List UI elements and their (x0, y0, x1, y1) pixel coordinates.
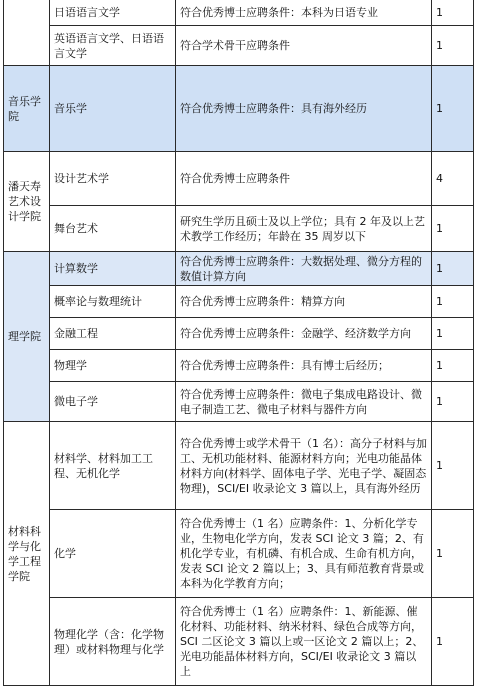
major-cell: 舞台艺术 (50, 206, 176, 252)
count-cell: 1 (432, 0, 474, 26)
count-cell: 1 (432, 66, 474, 152)
count-cell: 1 (432, 510, 474, 598)
major-cell: 日语语言文学 (50, 0, 176, 26)
major-cell: 金融工程 (50, 318, 176, 350)
table-row (4, 350, 474, 382)
major-cell: 材料学、材料加工工程、无机化学 (50, 422, 176, 510)
table-row (4, 206, 474, 252)
table-row (4, 252, 474, 286)
count-cell: 1 (432, 26, 474, 66)
table-row (4, 510, 474, 598)
major-cell: 微电子学 (50, 382, 176, 422)
count-cell: 1 (432, 350, 474, 382)
count-cell: 1 (432, 382, 474, 422)
major-cell: 物理学 (50, 350, 176, 382)
table-row (4, 382, 474, 422)
requirement-cell: 符合优秀博士应聘条件：具有海外经历 (176, 66, 432, 152)
dept-cell: 潘天寿艺术设计学院 (4, 152, 50, 252)
requirement-cell: 符合优秀博士应聘条件 (176, 152, 432, 206)
major-cell: 设计艺术学 (50, 152, 176, 206)
table-row (4, 0, 474, 26)
requirement-cell: 符合优秀博士应聘条件：精算方向 (176, 286, 432, 318)
table-row (4, 66, 474, 152)
count-cell: 1 (432, 286, 474, 318)
major-cell: 化学 (50, 510, 176, 598)
count-cell: 1 (432, 598, 474, 686)
requirement-cell: 符合学术骨干应聘条件 (176, 26, 432, 66)
count-cell: 1 (432, 422, 474, 510)
count-cell: 4 (432, 152, 474, 206)
major-cell: 音乐学 (50, 66, 176, 152)
dept-cell: 理学院 (4, 252, 50, 422)
requirement-cell: 符合优秀博士应聘条件：大数据处理、微分方程的数值计算方向 (176, 252, 432, 286)
count-cell: 1 (432, 252, 474, 286)
requirement-cell: 研究生学历且硕士及以上学位；具有 2 年及以上艺术教学工作经历；年龄在 35 周岁以下 (176, 206, 432, 252)
requirement-cell: 符合优秀博士应聘条件：金融学、经济数学方向 (176, 318, 432, 350)
requirement-cell: 符合优秀博士应聘条件：本科为日语专业 (176, 0, 432, 26)
requirement-cell: 符合优秀博士（1 名）应聘条件：1、分析化学专业，生物电化学方向，发表 SCI 论文 3 篇；2、有机化学专业，有机磷、有机合成、生命有机方向，发表 SCI 论文 2 篇以上；3、具有师范教育背景或本科为化学教育方向； (176, 510, 432, 598)
dept-cell (4, 0, 50, 66)
table-row (4, 286, 474, 318)
table-row (4, 26, 474, 66)
count-cell: 1 (432, 206, 474, 252)
major-cell: 英语语言文学、日语语言文学 (50, 26, 176, 66)
table-row (4, 152, 474, 206)
requirement-cell: 符合优秀博士应聘条件：微电子集成电路设计、微电子制造工艺、微电子材料与器件方向 (176, 382, 432, 422)
count-cell: 1 (432, 318, 474, 350)
dept-cell: 音乐学院 (4, 66, 50, 152)
table-row (4, 422, 474, 510)
requirement-cell: 符合优秀博士应聘条件：具有博士后经历； (176, 350, 432, 382)
requirement-cell: 符合优秀博士（1 名）应聘条件：1、新能源、催化材料、功能材料、纳米材料、绿色合成等方向，SCI 二区论文 3 篇以上或一区论文 2 篇以上；2、光电功能晶体材料方向，SCI/EI 收录论文 3 篇以上 (176, 598, 432, 686)
recruitment-table (3, 0, 474, 686)
dept-cell: 材料科学与化学工程学院 (4, 422, 50, 686)
major-cell: 概率论与数理统计 (50, 286, 176, 318)
table-row (4, 318, 474, 350)
major-cell: 计算数学 (50, 252, 176, 286)
table-row (4, 598, 474, 686)
major-cell: 物理化学（含：化学物理）或材料物理与化学 (50, 598, 176, 686)
requirement-cell: 符合优秀博士或学术骨干（1 名）：高分子材料与加工、无机功能材料、能源材料方向；光电功能晶体材料方向(材料学、固体电子学、光电子学、凝固态物理)，SCI/EI 收录论文 3 篇以上，具有海外经历 (176, 422, 432, 510)
